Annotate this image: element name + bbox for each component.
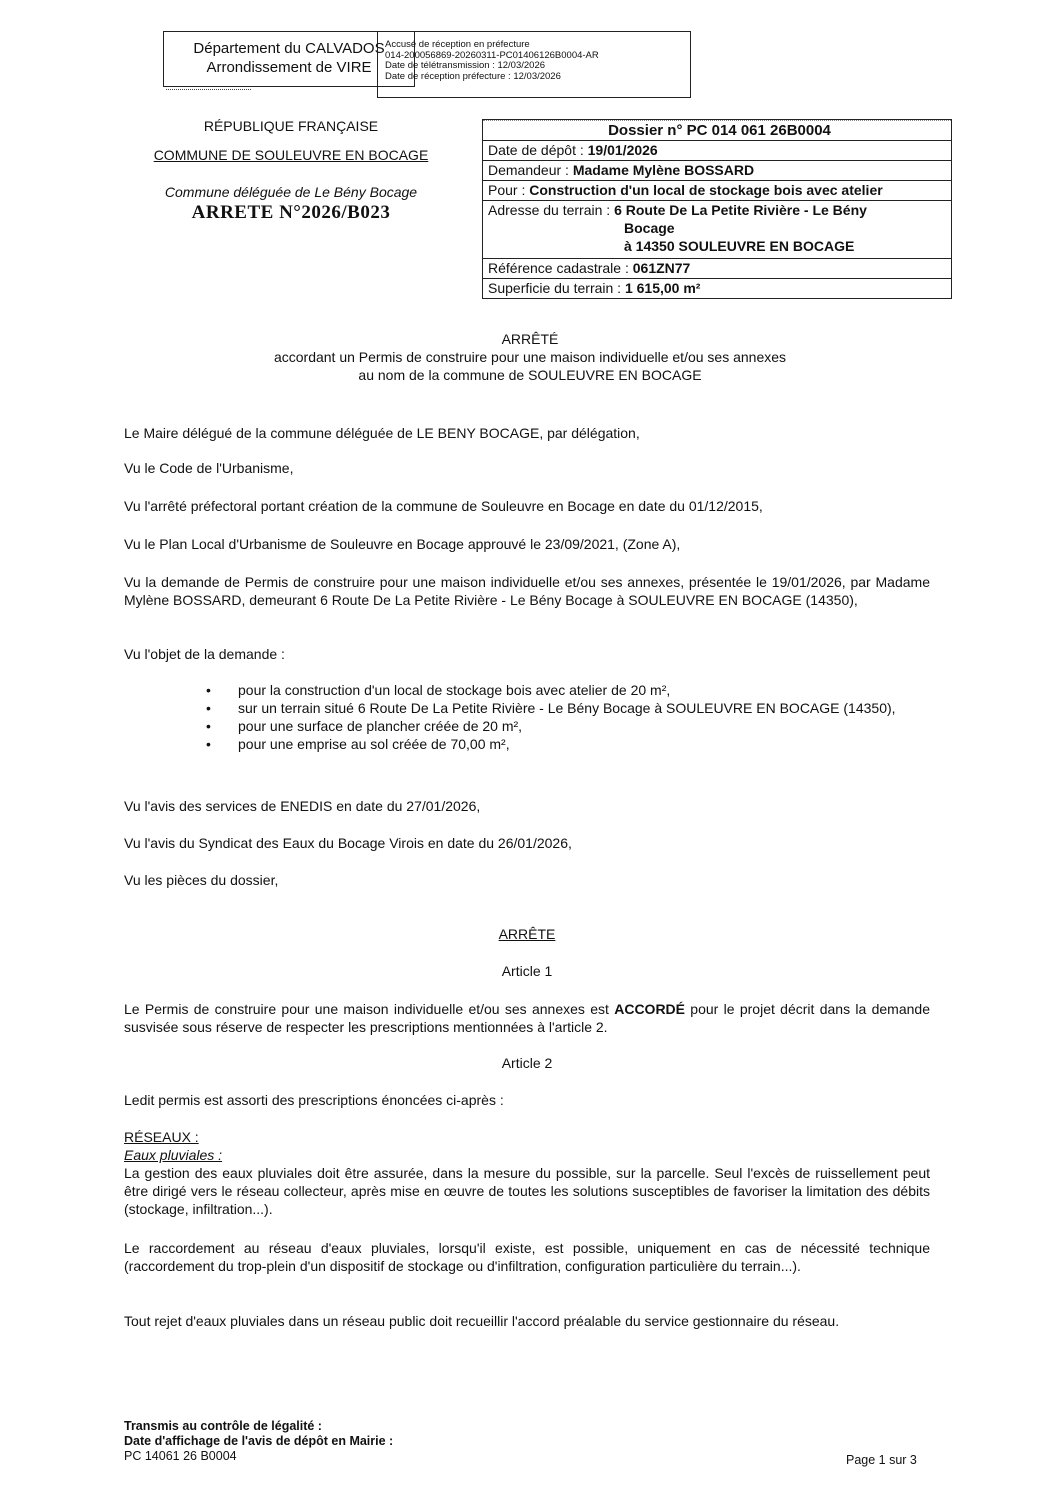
dossier-info-table [482, 119, 952, 299]
list-item: • pour une emprise au sol créée de 70,00 m², [200, 735, 930, 753]
title-arrete: ARRÊTÉ [501, 331, 559, 347]
adresse-line1: 6 Route De La Petite Rivière - Le Bény [614, 202, 867, 218]
eaux-pluviales-heading [124, 1146, 930, 1164]
superficie-value: 1 615,00 m² [624, 280, 701, 296]
transmission-date: Date de télétransmission : 12/03/2026 [385, 60, 546, 71]
page-number: Page 1 sur 3 [846, 1453, 917, 1467]
eaux-pluviales-paragraph-3: Tout rejet d'eaux pluviales dans un réseau public doit recueillir l'accord préalable du service gestionnaire du réseau. [124, 1313, 840, 1329]
vu-plu: Vu le Plan Local d'Urbanisme de Souleuvre en Bocage approuvé le 23/09/2021, (Zone A), [124, 536, 681, 552]
vu-pieces: Vu les pièces du dossier, [124, 872, 279, 888]
dossier-number: Dossier n° PC 014 061 26B0004 [483, 120, 951, 141]
demandeur-label: Demandeur : [488, 162, 573, 178]
list-item: • sur un terrain situé 6 Route De La Petite Rivière - Le Bény Bocage à SOULEUVRE EN BOCAGE (14350), [200, 699, 930, 717]
list-item: • pour la construction d'un local de stockage bois avec atelier de 20 m², [200, 681, 930, 699]
arrete-heading-text: ARRÊTE [498, 926, 556, 942]
department-label: Département du CALVADOS [193, 40, 385, 57]
vu-demande: Vu la demande de Permis de construire pour une maison individuelle et/ou ses annexes, présentée le 19/01/2026, par Madame Mylène BOSSARD, demeurant 6 Route De La Petite Rivière - Le Bény Bocage à SOULEUVRE EN BOCAGE (14350), [124, 574, 930, 608]
date-depot-row [483, 141, 951, 161]
adresse-label: Adresse du terrain : [488, 202, 615, 218]
pour-value: Construction d'un local de stockage bois avec atelier [529, 182, 883, 198]
list-item: • pour une surface de plancher créée de 20 m², [200, 717, 930, 735]
arrete-heading [124, 925, 930, 943]
objet-list [200, 681, 930, 753]
footer-affichage: Date d'affichage de l'avis de dépôt en Mairie : [124, 1434, 394, 1448]
article1-post: pour le projet décrit dans la demande susvisée sous réserve de respecter les prescriptions mentionnées à l'article 2. [124, 1001, 930, 1035]
footer-transmis: Transmis au contrôle de légalité : [124, 1419, 322, 1433]
maire-statement: Le Maire délégué de la commune déléguée de LE BENY BOCAGE, par délégation, [124, 425, 640, 441]
arrondissement-label: Arrondissement de VIRE [206, 59, 372, 76]
republic-heading: RÉPUBLIQUE FRANÇAISE [203, 118, 379, 134]
article1-heading: Article 1 [501, 963, 553, 979]
document-title [120, 330, 940, 384]
pour-label: Pour : [488, 182, 530, 198]
receipt-id: 014-200056869-20260311-PC01406126B0004-AR [385, 49, 599, 61]
article2-heading: Article 2 [501, 1055, 553, 1071]
article2-intro: Ledit permis est assorti des prescriptions énoncées ci-après : [124, 1092, 504, 1108]
demandeur-value: Madame Mylène BOSSARD [572, 162, 755, 178]
commune-name: COMMUNE DE SOULEUVRE EN BOCAGE [153, 147, 429, 163]
reseaux-heading-text: RÉSEAUX : [124, 1129, 199, 1145]
superficie-label: Superficie du terrain : [488, 280, 625, 296]
footer [124, 1419, 393, 1464]
eaux-pluviales-paragraph-2: Le raccordement au réseau d'eaux pluviales, lorsqu'il existe, est possible, uniquement en cas de nécessité technique (raccordement du trop-plein d'un dispositif de stockage ou d'infiltration, configuration particulière du terrain...). [124, 1240, 930, 1274]
date-depot-label: Date de dépôt : [488, 142, 588, 158]
article1-pre: Le Permis de construire pour une maison individuelle et/ou ses annexes est [124, 1001, 615, 1017]
vu-syndicat: Vu l'avis du Syndicat des Eaux du Bocage Virois en date du 26/01/2026, [124, 835, 572, 851]
vu-arrete-prefectoral: Vu l'arrêté préfectoral portant création de la commune de Souleuvre en Bocage en date du 01/12/2015, [124, 498, 763, 514]
receipt-title: Accusé de réception en préfecture [385, 39, 530, 50]
adresse-row [483, 201, 951, 259]
reception-date: Date de réception préfecture : 12/03/2026 [385, 70, 561, 82]
eaux-pluviales-heading-text: Eaux pluviales : [124, 1147, 223, 1163]
vu-enedis: Vu l'avis des services de ENEDIS en date du 27/01/2026, [124, 798, 481, 814]
commune-deleguee: Commune déléguée de Le Bény Bocage [164, 184, 418, 200]
article1-text [124, 1000, 930, 1036]
cadastre-row [483, 259, 951, 279]
vu-code-urbanisme: Vu le Code de l'Urbanisme, [124, 460, 294, 476]
reseaux-heading [124, 1128, 930, 1146]
superficie-row [483, 279, 951, 298]
title-commune: au nom de la commune de SOULEUVRE EN BOCAGE [358, 367, 702, 383]
cadastre-value: 061ZN77 [632, 260, 691, 276]
signature-line [166, 89, 251, 90]
date-depot-value: 19/01/2026 [587, 142, 658, 158]
adresse-line3: à 14350 SOULEUVRE EN BOCAGE [624, 238, 855, 254]
adresse-line2: Bocage [624, 220, 675, 236]
footer-reference: PC 14061 26 B0004 [124, 1449, 237, 1463]
cadastre-label: Référence cadastrale : [488, 260, 633, 276]
article1-accorde: ACCORDÉ [614, 1001, 685, 1017]
demandeur-row [483, 161, 951, 181]
pour-row [483, 181, 951, 201]
prefecture-receipt-stamp [377, 31, 691, 98]
eaux-pluviales-paragraph-1: La gestion des eaux pluviales doit être assurée, dans la mesure du possible, sur la parcelle. Seul l'excès de ruissellement peut être dirigé vers le réseau collecteur, après mise en œuvre de toutes les solutions susceptibles de favoriser la limitation des débits (stockage, infiltration...). [124, 1165, 930, 1217]
title-subject: accordant un Permis de construire pour une maison individuelle et/ou ses annexes [273, 349, 787, 365]
commune-heading [120, 147, 462, 163]
vu-objet: Vu l'objet de la demande : [124, 646, 285, 662]
arrete-number: ARRETE N°2026/B023 [191, 202, 391, 223]
